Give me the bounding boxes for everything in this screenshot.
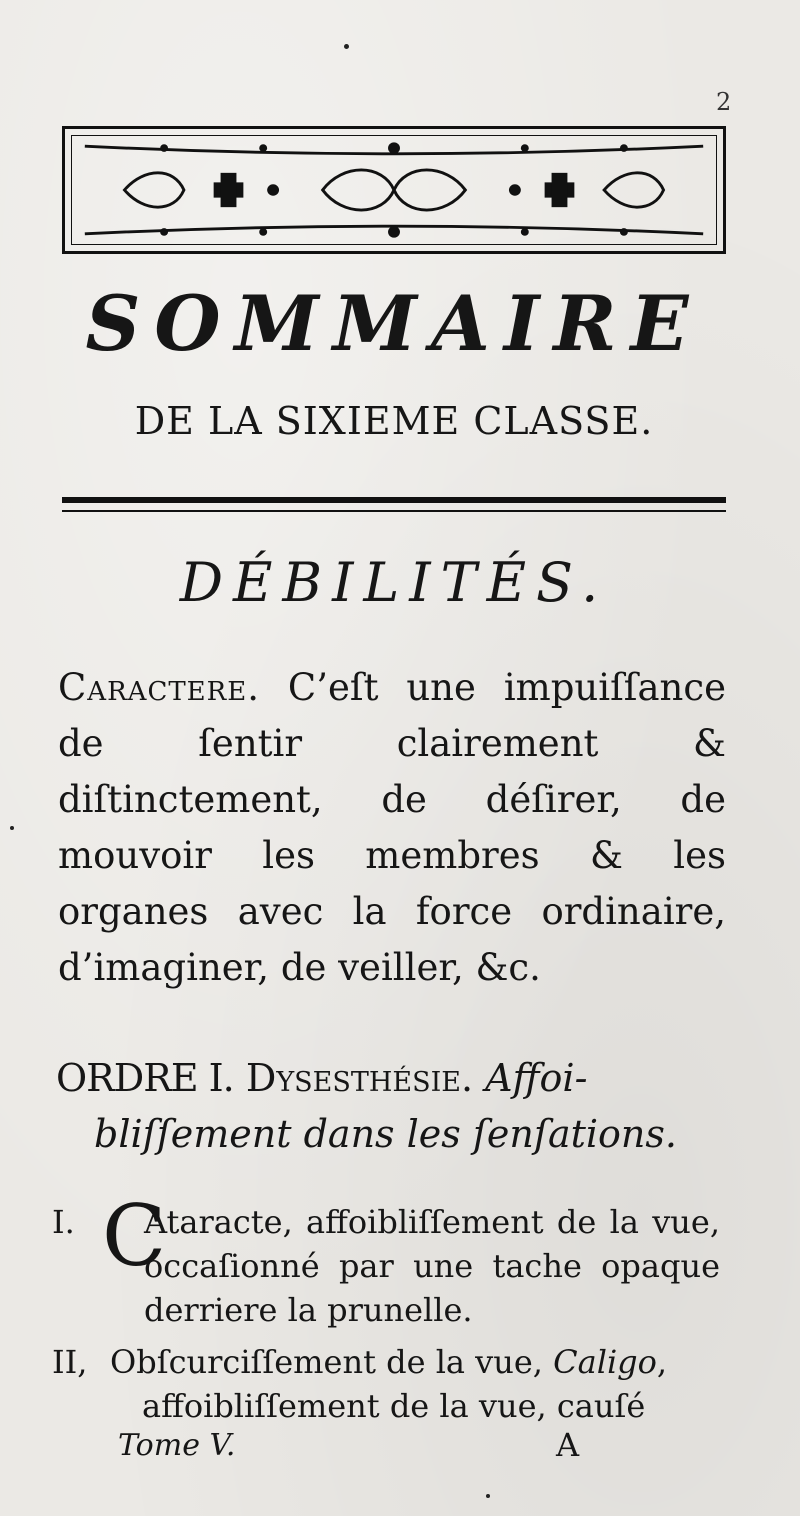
caractere-text: C’eſt une impuiſſance de ſentir clairement & diſtinctement, de déſirer, de mouvoir les membres & les organes avec la force ordinaire, d’imaginer, de veiller, &c. xyxy=(58,666,726,989)
ink-speck xyxy=(486,1494,490,1498)
entry-latin-term: Caligo xyxy=(553,1343,657,1381)
caractere-paragraph xyxy=(58,660,726,996)
list-item xyxy=(52,1187,720,1332)
order-definition-end: bliſſement dans les ſenſations. xyxy=(94,1112,677,1156)
page-number: 2 xyxy=(716,88,732,116)
divider-thin xyxy=(62,510,726,512)
page-subtitle: DE LA SIXIEME CLASSE. xyxy=(134,399,654,443)
ink-speck xyxy=(10,826,14,830)
ornament-pattern xyxy=(65,129,723,251)
drop-cap: C xyxy=(102,1187,167,1285)
entry-number: I. xyxy=(52,1203,75,1241)
entry-text: Ataracte, affoibliſſement de la vue, occaſionné par une tache opaque derriere la prunelle. xyxy=(144,1203,720,1329)
page-title: SOMMAIRE xyxy=(85,279,703,368)
order-name: Dyseſthésie. xyxy=(245,1056,474,1100)
volume-label: Tome V. xyxy=(118,1428,236,1463)
order-heading xyxy=(56,1050,728,1162)
entry-number: II, xyxy=(52,1343,88,1381)
list-item xyxy=(52,1340,720,1428)
entry-continuation: affoibliſſement de la vue, cauſé xyxy=(142,1387,646,1425)
entry-text xyxy=(52,1340,720,1384)
entry-text-start: Obſcurciſſement de la vue, xyxy=(110,1343,543,1381)
order-definition-start: Affoi- xyxy=(485,1056,588,1100)
entry-text-end: , xyxy=(656,1343,668,1381)
order-label: ORDRE I. xyxy=(56,1056,234,1100)
divider-thick xyxy=(62,497,726,503)
signature-mark: A xyxy=(556,1426,580,1464)
section-heading: DÉBILITÉS. xyxy=(179,551,609,614)
decorative-headpiece xyxy=(62,126,726,254)
ink-speck xyxy=(344,44,349,49)
caractere-label: Caractere. xyxy=(58,666,260,709)
